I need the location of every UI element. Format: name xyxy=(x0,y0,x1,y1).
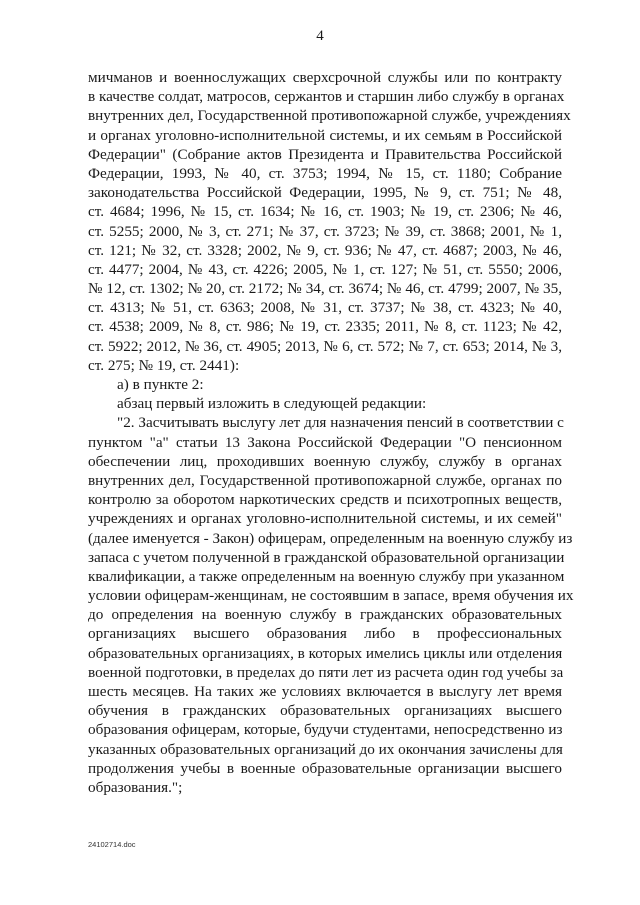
text-line: образования."; xyxy=(88,778,183,796)
page-number: 4 xyxy=(316,28,324,44)
text-line: мичманов и военнослужащих сверхсрочной службы или по контракту xyxy=(88,69,562,86)
text-line: внутренних дел, Государственной противопожарной службе, органах по xyxy=(88,471,562,489)
text-line: запаса с учетом полученной в гражданской образовательной организации xyxy=(88,548,565,566)
text-line: "2. Засчитывать выслугу лет для назначения пенсий в соответствии с xyxy=(117,414,564,432)
text-line: ст. 4538; 2009, № 8, ст. 986; № 19, ст. 2335; 2011, № 8, ст. 1123; № 42, xyxy=(88,318,562,336)
text-line: условии офицерам-женщинам, не состоявшим в запасе, время обучения их xyxy=(88,587,574,605)
text-line: Федерации" (Собрание актов Президента и Правительства Российской xyxy=(88,145,562,163)
text-line: шесть месяцев. На таких же условиях включается в выслугу лет время xyxy=(88,683,562,700)
text-line: № 12, ст. 1302; № 20, ст. 2172; № 34, ст. 3674; № 46, ст. 4799; 2007, № 35, xyxy=(88,280,562,298)
text-line: обучения в гражданских образовательных организациях высшего xyxy=(88,702,562,720)
text-line: ст. 4313; № 51, ст. 6363; 2008, № 31, ст. 3737; № 38, ст. 4323; № 40, xyxy=(88,299,562,317)
text-line: ст. 121; № 32, ст. 3328; 2002, № 9, ст. 936; № 47, ст. 4687; 2003, № 46, xyxy=(88,241,562,259)
text-line: а) в пункте 2: xyxy=(117,376,204,393)
text-line: и органах уголовно-исполнительной системы, и их семьям в Российской xyxy=(88,126,562,144)
text-line: образовательных организациях, в которых имелись циклы или отделения xyxy=(88,644,563,662)
text-line: ст. 4477; 2004, № 43, ст. 4226; 2005, № 1, ст. 127; № 51, ст. 5550; 2006, xyxy=(88,260,562,278)
text-line: абзац первый изложить в следующей редакции: xyxy=(117,395,427,413)
text-line: в качестве солдат, матросов, сержантов и старшин либо службу в органах xyxy=(88,88,565,106)
text-line: ст. 5255; 2000, № 3, ст. 271; № 37, ст. 3723; № 39, ст. 3868; 2001, № 1, xyxy=(88,222,562,240)
document-body xyxy=(88,68,574,797)
text-line: контролю за оборотом наркотических средств и психотропных веществ, xyxy=(88,491,562,509)
text-line: ст. 4684; 1996, № 15, ст. 1634; № 16, ст. 1903; № 19, ст. 2306; № 46, xyxy=(88,203,562,221)
text-line: организациях высшего образования либо в профессиональных xyxy=(88,625,562,643)
text-line: до определения на военную службу в гражданских образовательных xyxy=(88,606,562,624)
text-line: внутренних дел, Государственной противопожарной службе, учреждениях xyxy=(88,107,571,125)
text-line: учреждениях и органах уголовно-исполнительной системы, и их семей" xyxy=(88,510,562,528)
text-line: ст. 5922; 2012, № 36, ст. 4905; 2013, № 6, ст. 572; № 7, ст. 653; 2014, № 3, xyxy=(88,337,562,355)
text-line: указанных образовательных организаций до их окончания зачислены для xyxy=(88,740,563,758)
text-line: обеспечении лиц, проходивших военную службу, службу в органах xyxy=(88,452,562,470)
text-line: образования офицерам, которые, будучи студентами, непосредственно из xyxy=(88,721,563,739)
text-line: законодательства Российской Федерации, 1995, № 9, ст. 751; № 48, xyxy=(88,184,562,202)
text-line: ст. 275; № 19, ст. 2441): xyxy=(88,356,240,374)
text-line: (далее именуется - Закон) офицерам, определенным на военную службу из xyxy=(88,529,573,547)
text-line: продолжения учебы в военные образовательные организации высшего xyxy=(88,759,562,777)
text-line: пунктом "а" статьи 13 Закона Российской Федерации "О пенсионном xyxy=(88,433,562,451)
text-line: квалификации, а также определенным на военную службу при указанном xyxy=(88,567,565,585)
text-line: военной подготовки, в пределах до пяти лет из расчета один год учебы за xyxy=(88,663,564,681)
footer-document-code: 24102714.doc xyxy=(88,840,136,849)
text-line: Федерации, 1993, № 40, ст. 3753; 1994, № 15, ст. 1180; Собрание xyxy=(88,164,562,182)
